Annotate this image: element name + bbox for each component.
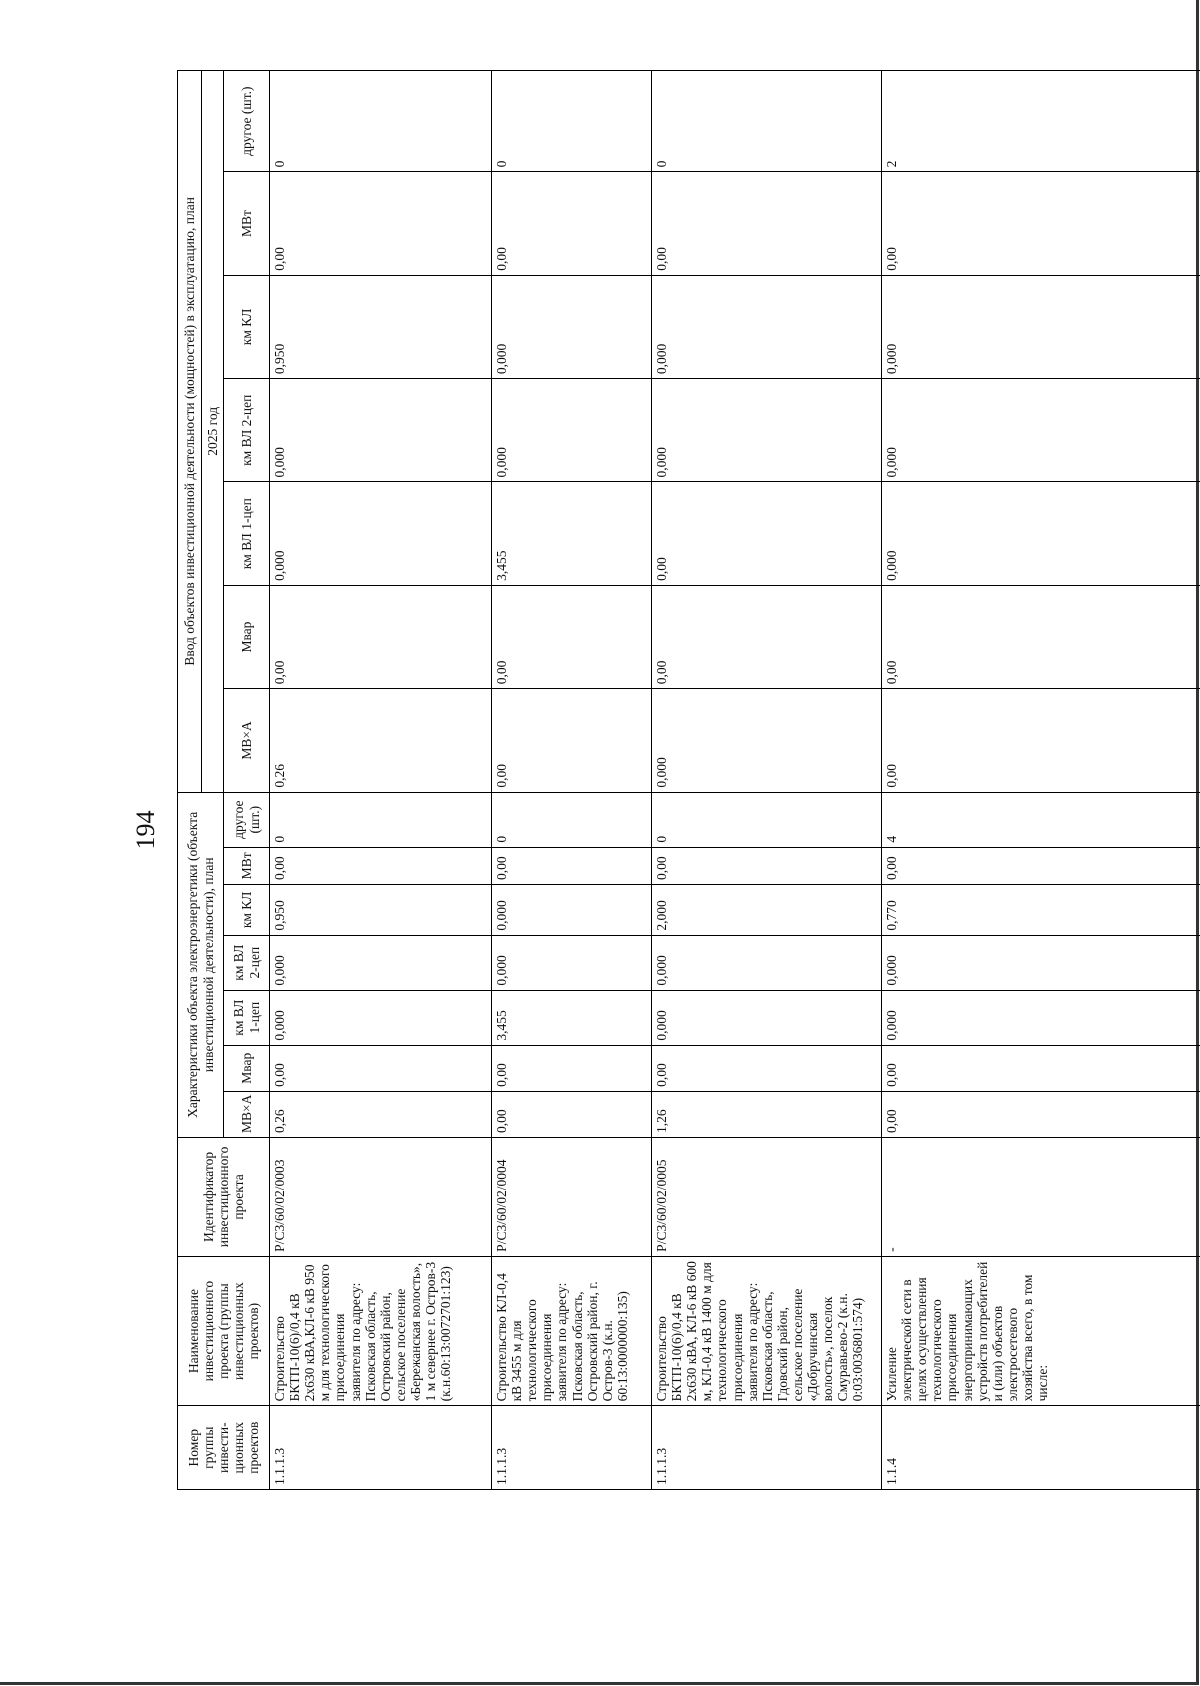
char-other: 0 (492, 792, 652, 847)
row-identifier: P/C3/60/02/0004 (492, 1138, 652, 1257)
header-commissioning: Ввод объектов инвестиционной деятельности (мощностей) в эксплуатацию, план (178, 71, 202, 793)
input-other: 0 (492, 71, 652, 172)
row-number: 1.1.1.3 (652, 1406, 882, 1490)
char-mvar: 0,00 (270, 1045, 492, 1091)
input-mw: 0,00 (492, 172, 652, 275)
header-characteristics: Характеристики объекта электроэнергетики (объекта инвестиционной деятельности), план (178, 792, 224, 1137)
char-mvar: 0,00 (492, 1045, 652, 1091)
header-number-group: Номер группы инвести-ционных проектов (178, 1406, 270, 1490)
header-input-unit-other: другое (шт.) (224, 71, 270, 172)
input-mw: 0,00 (270, 172, 492, 275)
header-unit-other: другое (шт.) (224, 792, 270, 847)
char-vl1: 0,000 (652, 990, 882, 1045)
input-mva: 0,00 (492, 689, 652, 792)
input-mva: 0,000 (652, 689, 882, 792)
header-unit-kl: км КЛ (224, 885, 270, 936)
input-mvar: 0,00 (492, 585, 652, 688)
header-unit-mva: МВ×А (224, 1091, 270, 1137)
char-mw: 0,00 (882, 847, 1200, 884)
char-other: 0 (652, 792, 882, 847)
char-kl: 0,000 (492, 885, 652, 936)
table-row (492, 71, 652, 1490)
row-number: 1.1.1.3 (270, 1406, 492, 1490)
input-kl: 0,000 (882, 275, 1200, 378)
char-vl1: 0,000 (270, 990, 492, 1045)
char-mva: 0,00 (882, 1091, 1200, 1137)
header-input-unit-vl2: км ВЛ 2-цеп (224, 379, 270, 482)
input-mvar: 0,00 (882, 585, 1200, 688)
input-vl2: 0,000 (882, 379, 1200, 482)
investment-table (177, 70, 1200, 1490)
row-name: Строительство БКТП-10(6)/0,4 кВ 2х630 кВА, КЛ-6 кВ 600 м, КЛ-0,4 кВ 1400 м для технологического присоединения заявителя по адресу: Псковская область, Гдовский район, сельское поселение «Добручинская волость», поселок Смуравьево-2 (к.н. 0:03:0036801:574) (652, 1256, 882, 1406)
char-mw: 0,00 (492, 847, 652, 884)
header-unit-mvar: Мвар (224, 1045, 270, 1091)
header-input-unit-mvar: Мвар (224, 585, 270, 688)
row-name: Строительство БКТП-10(6)/0,4 кВ 2х630 кВА,КЛ-6 кВ 950 м для технологического присоединения заявителя по адресу: Псковская область, Островский район, сельское поселение «Бережанская волость», 1 м севернее г. Остров-3 (к.н.60:13:0072701:123) (270, 1256, 492, 1406)
input-kl: 0,000 (492, 275, 652, 378)
input-mvar: 0,00 (270, 585, 492, 688)
char-vl2: 0,000 (270, 935, 492, 990)
char-kl: 0,950 (270, 885, 492, 936)
header-name: Наименование инвестиционного проекта (группы инвестиционных проектов) (178, 1256, 270, 1406)
row-identifier: P/C3/60/02/0005 (652, 1138, 882, 1257)
char-mva: 0,26 (270, 1091, 492, 1137)
char-vl2: 0,000 (492, 935, 652, 990)
input-vl2: 0,000 (652, 379, 882, 482)
header-year: 2025 год (202, 71, 224, 793)
table-row (882, 71, 1200, 1490)
header-unit-mw: МВт (224, 847, 270, 884)
input-vl2: 0,000 (270, 379, 492, 482)
char-other: 0 (270, 792, 492, 847)
header-input-unit-vl1: км ВЛ 1-цеп (224, 482, 270, 585)
row-name: Строительство КЛ-0,4 кВ 3455 м для технологического присоединения заявителя по адресу: Псковская область, Островский район, г. Остров-3 (к.н. 60:13:0000000:135) (492, 1256, 652, 1406)
header-input-unit-kl: км КЛ (224, 275, 270, 378)
input-kl: 0,000 (652, 275, 882, 378)
char-mw: 0,00 (652, 847, 882, 884)
input-mw: 0,00 (882, 172, 1200, 275)
row-identifier: - (882, 1138, 1200, 1257)
input-vl1: 0,00 (652, 482, 882, 585)
input-other: 0 (270, 71, 492, 172)
table-row (270, 71, 492, 1490)
char-kl: 0,770 (882, 885, 1200, 936)
char-mvar: 0,00 (652, 1045, 882, 1091)
input-vl2: 0,000 (492, 379, 652, 482)
header-unit-vl1: км ВЛ 1-цеп (224, 990, 270, 1045)
char-kl: 2,000 (652, 885, 882, 936)
row-identifier: P/C3/60/02/0003 (270, 1138, 492, 1257)
header-input-unit-mw: МВт (224, 172, 270, 275)
input-kl: 0,950 (270, 275, 492, 378)
input-mw: 0,00 (652, 172, 882, 275)
header-identifier: Идентификатор инвестиционного проекта (178, 1138, 270, 1257)
input-vl1: 3,455 (492, 482, 652, 585)
page-number: 194 (131, 810, 160, 850)
char-mvar: 0,00 (882, 1045, 1200, 1091)
input-mvar: 0,00 (652, 585, 882, 688)
header-input-unit-mva: МВ×А (224, 689, 270, 792)
input-mva: 0,00 (882, 689, 1200, 792)
char-other: 4 (882, 792, 1200, 847)
row-number: 1.1.4 (882, 1406, 1200, 1490)
char-mw: 0,00 (270, 847, 492, 884)
input-other: 2 (882, 71, 1200, 172)
table-row (652, 71, 882, 1490)
row-number: 1.1.1.3 (492, 1406, 652, 1490)
input-mva: 0,26 (270, 689, 492, 792)
char-vl2: 0,000 (652, 935, 882, 990)
char-mva: 0,00 (492, 1091, 652, 1137)
char-vl1: 0,000 (882, 990, 1200, 1045)
char-vl1: 3,455 (492, 990, 652, 1045)
char-mva: 1,26 (652, 1091, 882, 1137)
rotated-table-container (177, 70, 1200, 1490)
input-vl1: 0,000 (270, 482, 492, 585)
input-vl1: 0,000 (882, 482, 1200, 585)
input-other: 0 (652, 71, 882, 172)
header-unit-vl2: км ВЛ 2-цеп (224, 935, 270, 990)
row-name: Усиление электрической сети в целях осуществления технологического присоединения энергопринимающих устройств потребителей и (или) объектов электросетевого хозяйства всего, в том числе: (882, 1256, 1200, 1406)
char-vl2: 0,000 (882, 935, 1200, 990)
